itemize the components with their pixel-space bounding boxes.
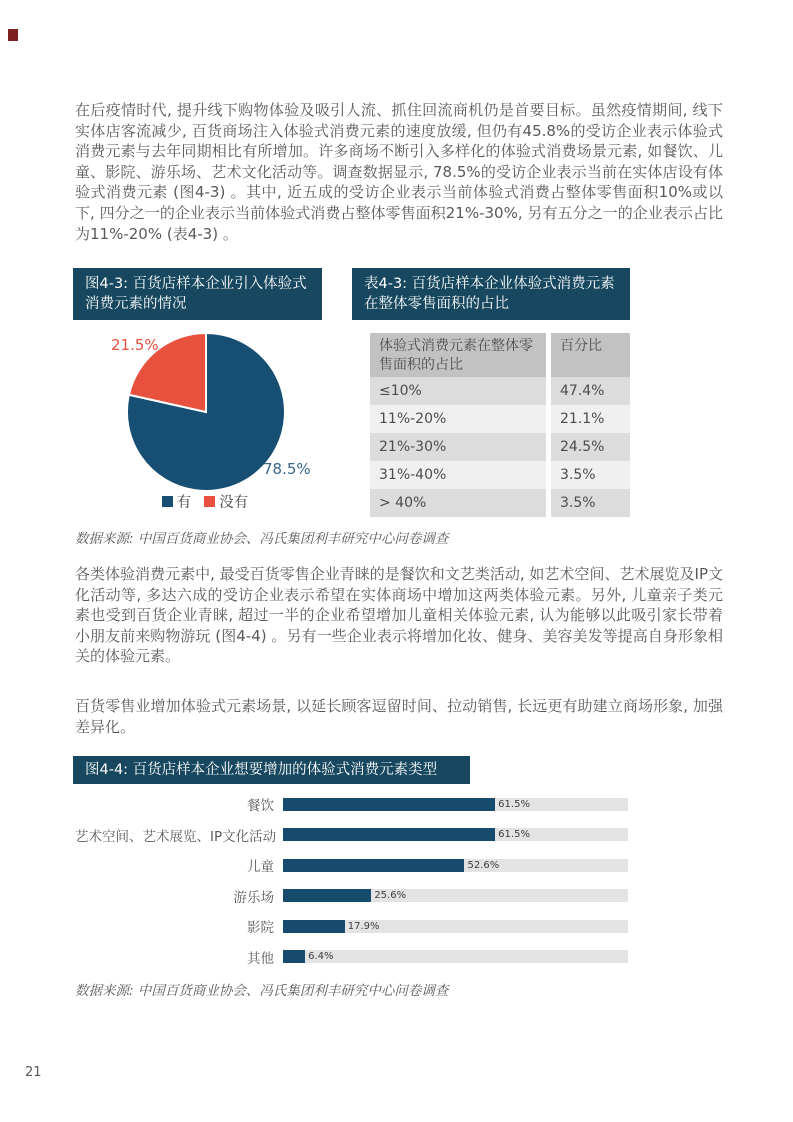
pie-legend: [75, 491, 335, 512]
bar-track: [283, 920, 628, 933]
legend-label-yes: 有: [176, 495, 192, 511]
legend-swatch-yes-icon: [162, 496, 173, 507]
legend-label-no: 没有: [219, 495, 249, 511]
bar-fill: [283, 950, 305, 963]
table-cell: 3.5%: [551, 489, 630, 517]
table-cell: 24.5%: [551, 433, 630, 461]
page-number: 21: [25, 1065, 42, 1080]
bar-track: [283, 798, 628, 811]
legend-item-no: [204, 491, 248, 512]
table-row: [370, 377, 630, 405]
bar-row: [75, 850, 628, 881]
bar-value-label: 6.4%: [308, 951, 334, 963]
bar-category-label: 餐饮: [247, 798, 274, 815]
bar-track: [283, 828, 628, 841]
bar-row: [75, 911, 628, 942]
bar-row: [75, 820, 628, 851]
bar-category-label: 艺术空间、艺术展览、IP文化活动: [75, 828, 277, 845]
bar-value-label: 52.6%: [467, 859, 500, 871]
table-header-percent: 百分比: [551, 333, 630, 377]
bar-track: [283, 859, 628, 872]
corner-decoration-square: [8, 29, 18, 41]
bar-value-label: 17.9%: [347, 920, 380, 932]
paragraph-benefits: 百货零售业增加体验式元素场景, 以延长顾客逗留时间、拉动销售, 长远更有助建立商场形象, 加强差异化。: [75, 697, 723, 736]
table-row: [370, 405, 630, 433]
data-source-note-1: 数据来源: 中国百货商业协会、冯氏集团利丰研究中心问卷调查: [75, 531, 449, 547]
pie-data-label-yes: 78.5%: [263, 460, 311, 478]
paragraph-intro: 在后疫情时代, 提升线下购物体验及吸引人流、抓住回流商机仍是首要目标。虽然疫情期间, 线下实体店客流减少, 百货商场注入体验式消费元素的速度放缓, 但仍有45.8%的受访企业表示体验式消费元素与去年同期相比有所增加。许多商场不断引入多样化的体验式消费场景元素, 如餐饮、儿童、影院、游乐场、艺术文化活动等。调查数据显示, 78.5%的受访企业表示当前在实体店设有体验式消费元素 (图4-3) 。其中, 近五成的受访企业表示当前体验式消费占整体零售面积10%或以下, 四分之一的企业表示当前体验式消费占整体零售面积21%-30%, 另有五分之一的企业表示占比为11%-20% (表4-3) 。: [75, 101, 723, 243]
bar-category-label: 游乐场: [233, 889, 274, 906]
pie-chart-figure-4-3: [75, 328, 335, 520]
bar-value-label: 61.5%: [498, 829, 530, 841]
figure-4-4-title-bar: 图4-4: 百货店样本企业想要增加的体验式消费元素类型: [73, 756, 470, 784]
table-cell: 47.4%: [551, 377, 630, 405]
bar-track: [283, 889, 628, 902]
bar-track: [283, 950, 628, 963]
table-cell: 21%-30%: [370, 433, 546, 461]
table-row: [370, 433, 630, 461]
bar-category-label: 儿童: [247, 859, 274, 876]
table-cell: 11%-20%: [370, 405, 546, 433]
table-row: [370, 489, 630, 517]
bar-fill: [283, 828, 495, 841]
pie-data-label-no: 21.5%: [111, 336, 159, 354]
table-header-row: [370, 333, 630, 377]
table-cell: > 40%: [370, 489, 546, 517]
table-cell: 21.1%: [551, 405, 630, 433]
bar-category-label: 其他: [247, 950, 274, 967]
bar-value-label: 25.6%: [374, 890, 407, 902]
table-header-ratio: 体验式消费元素在整体零售面积的占比: [370, 333, 546, 377]
bar-row: [75, 789, 628, 820]
figure-4-3-title-bar: 图4-3: 百货店样本企业引入体验式消费元素的情况: [73, 268, 322, 320]
table-4-3: [370, 333, 630, 517]
paragraph-elements: 各类体验消费元素中, 最受百货零售企业青睐的是餐饮和文艺类活动, 如艺术空间、艺术展览及IP文化活动等, 多达六成的受访企业表示希望在实体商场中增加这两类体验元素。另外, 儿童亲子类元素也受到百货企业青睐, 超过一半的企业希望增加儿童相关体验元素, 认为能够以此吸引家长带着小朋友前来购物游玩 (图4-4) 。另有一些企业表示将增加化妆、健身、美容美发等提高自身形象相关的体验元素。: [75, 565, 723, 666]
table-row: [370, 461, 630, 489]
bar-fill: [283, 889, 371, 902]
bar-chart-figure-4-4: [75, 789, 628, 972]
data-source-note-2: 数据来源: 中国百货商业协会、冯氏集团利丰研究中心问卷调查: [75, 983, 449, 999]
legend-item-yes: [162, 491, 192, 512]
bar-category-label: 影院: [247, 920, 274, 937]
bar-row: [75, 942, 628, 973]
bar-fill: [283, 920, 345, 933]
table-4-3-title-bar: 表4-3: 百货店样本企业体验式消费元素在整体零售面积的占比: [352, 268, 630, 320]
bar-value-label: 61.5%: [498, 798, 530, 810]
bar-fill: [283, 798, 495, 811]
table-cell: 31%-40%: [370, 461, 546, 489]
legend-swatch-no-icon: [204, 496, 215, 507]
table-cell: 3.5%: [551, 461, 630, 489]
bar-row: [75, 881, 628, 912]
bar-fill: [283, 859, 464, 872]
table-cell: ≤10%: [370, 377, 546, 405]
